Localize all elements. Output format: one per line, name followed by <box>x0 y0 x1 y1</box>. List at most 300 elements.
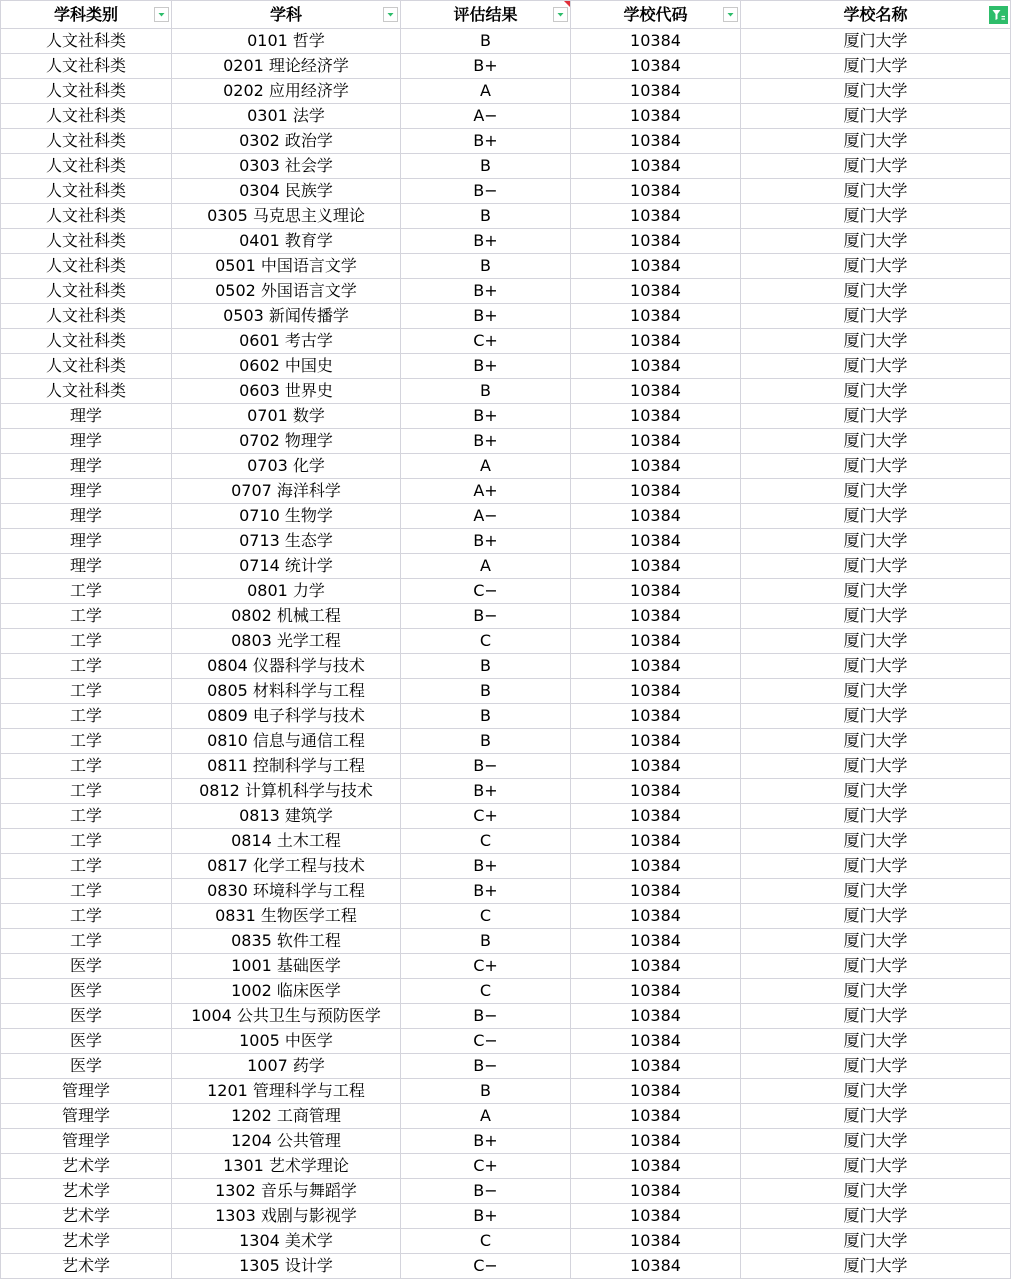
cell-category[interactable]: 人文社科类 <box>1 204 172 229</box>
cell-result[interactable]: B <box>401 29 571 54</box>
cell-school-code[interactable]: 10384 <box>571 704 741 729</box>
cell-subject[interactable]: 0601 考古学 <box>172 329 401 354</box>
cell-school-name[interactable]: 厦门大学 <box>741 204 1011 229</box>
cell-school-name[interactable]: 厦门大学 <box>741 1079 1011 1104</box>
cell-result[interactable]: B <box>401 704 571 729</box>
table-row <box>1 354 1011 379</box>
table-row <box>1 879 1011 904</box>
cell-school-code[interactable]: 10384 <box>571 179 741 204</box>
cell-subject[interactable]: 0805 材料科学与工程 <box>172 679 401 704</box>
cell-result[interactable]: B <box>401 654 571 679</box>
table-row <box>1 179 1011 204</box>
cell-subject[interactable]: 1202 工商管理 <box>172 1104 401 1129</box>
cell-category[interactable]: 工学 <box>1 829 172 854</box>
cell-school-code[interactable]: 10384 <box>571 579 741 604</box>
cell-school-name[interactable]: 厦门大学 <box>741 479 1011 504</box>
cell-category[interactable]: 人文社科类 <box>1 304 172 329</box>
cell-result[interactable]: A− <box>401 504 571 529</box>
table-row <box>1 254 1011 279</box>
cell-category[interactable]: 工学 <box>1 804 172 829</box>
cell-result[interactable]: A+ <box>401 479 571 504</box>
cell-result[interactable]: B+ <box>401 879 571 904</box>
cell-school-name[interactable]: 厦门大学 <box>741 1254 1011 1279</box>
cell-category[interactable]: 理学 <box>1 529 172 554</box>
cell-subject[interactable]: 1301 艺术学理论 <box>172 1154 401 1179</box>
cell-subject[interactable]: 0707 海洋科学 <box>172 479 401 504</box>
cell-category[interactable]: 工学 <box>1 904 172 929</box>
cell-school-name[interactable]: 厦门大学 <box>741 154 1011 179</box>
table-row <box>1 1204 1011 1229</box>
column-header-school-name[interactable] <box>741 1 1011 29</box>
cell-category[interactable]: 艺术学 <box>1 1154 172 1179</box>
table-row <box>1 29 1011 54</box>
table-row <box>1 779 1011 804</box>
cell-result[interactable]: B <box>401 1079 571 1104</box>
filter-dropdown-icon[interactable] <box>383 7 398 22</box>
cell-result[interactable]: C <box>401 1229 571 1254</box>
cell-result[interactable]: C+ <box>401 329 571 354</box>
cell-school-name[interactable]: 厦门大学 <box>741 829 1011 854</box>
cell-school-code[interactable]: 10384 <box>571 679 741 704</box>
cell-category[interactable]: 医学 <box>1 954 172 979</box>
cell-subject[interactable]: 0809 电子科学与技术 <box>172 704 401 729</box>
table-row <box>1 904 1011 929</box>
cell-school-code[interactable]: 10384 <box>571 429 741 454</box>
cell-subject[interactable]: 0831 生物医学工程 <box>172 904 401 929</box>
cell-result[interactable]: B+ <box>401 229 571 254</box>
cell-category[interactable]: 工学 <box>1 604 172 629</box>
cell-result[interactable]: B <box>401 729 571 754</box>
cell-result[interactable]: C <box>401 979 571 1004</box>
cell-school-code[interactable]: 10384 <box>571 1079 741 1104</box>
cell-school-code[interactable]: 10384 <box>571 1129 741 1154</box>
cell-school-name[interactable]: 厦门大学 <box>741 754 1011 779</box>
cell-category[interactable]: 人文社科类 <box>1 129 172 154</box>
cell-subject[interactable]: 1005 中医学 <box>172 1029 401 1054</box>
cell-school-name[interactable]: 厦门大学 <box>741 679 1011 704</box>
cell-school-code[interactable]: 10384 <box>571 554 741 579</box>
cell-school-code[interactable]: 10384 <box>571 104 741 129</box>
column-header-result[interactable] <box>401 1 571 29</box>
cell-subject[interactable]: 0201 理论经济学 <box>172 54 401 79</box>
cell-category[interactable]: 人文社科类 <box>1 154 172 179</box>
cell-result[interactable]: A− <box>401 104 571 129</box>
comment-marker-icon[interactable] <box>564 1 570 7</box>
cell-school-name[interactable]: 厦门大学 <box>741 604 1011 629</box>
cell-subject[interactable]: 0602 中国史 <box>172 354 401 379</box>
cell-school-name[interactable]: 厦门大学 <box>741 329 1011 354</box>
cell-school-code[interactable]: 10384 <box>571 254 741 279</box>
cell-result[interactable]: B+ <box>401 279 571 304</box>
column-header-label: 评估结果 <box>453 5 518 24</box>
cell-category[interactable]: 工学 <box>1 679 172 704</box>
table-row <box>1 829 1011 854</box>
cell-school-name[interactable]: 厦门大学 <box>741 804 1011 829</box>
cell-subject[interactable]: 0703 化学 <box>172 454 401 479</box>
filter-dropdown-icon[interactable] <box>723 7 738 22</box>
cell-subject[interactable]: 1007 药学 <box>172 1054 401 1079</box>
cell-subject[interactable]: 1004 公共卫生与预防医学 <box>172 1004 401 1029</box>
cell-school-name[interactable]: 厦门大学 <box>741 654 1011 679</box>
cell-school-name[interactable]: 厦门大学 <box>741 279 1011 304</box>
cell-school-name[interactable]: 厦门大学 <box>741 904 1011 929</box>
cell-result[interactable]: C+ <box>401 804 571 829</box>
table-row <box>1 529 1011 554</box>
cell-category[interactable]: 理学 <box>1 554 172 579</box>
cell-school-code[interactable]: 10384 <box>571 1179 741 1204</box>
cell-school-code[interactable]: 10384 <box>571 529 741 554</box>
cell-school-code[interactable]: 10384 <box>571 229 741 254</box>
cell-subject[interactable]: 0803 光学工程 <box>172 629 401 654</box>
cell-category[interactable]: 人文社科类 <box>1 79 172 104</box>
cell-category[interactable]: 人文社科类 <box>1 229 172 254</box>
cell-school-name[interactable]: 厦门大学 <box>741 1004 1011 1029</box>
table-row <box>1 1254 1011 1279</box>
cell-result[interactable]: B+ <box>401 529 571 554</box>
cell-subject[interactable]: 0502 外国语言文学 <box>172 279 401 304</box>
cell-school-name[interactable]: 厦门大学 <box>741 1179 1011 1204</box>
cell-school-name[interactable]: 厦门大学 <box>741 1154 1011 1179</box>
cell-category[interactable]: 工学 <box>1 854 172 879</box>
cell-school-code[interactable]: 10384 <box>571 1204 741 1229</box>
cell-school-code[interactable]: 10384 <box>571 329 741 354</box>
cell-category[interactable]: 人文社科类 <box>1 54 172 79</box>
cell-school-name[interactable]: 厦门大学 <box>741 379 1011 404</box>
column-header-label: 学校名称 <box>843 5 908 24</box>
cell-school-code[interactable]: 10384 <box>571 1104 741 1129</box>
cell-result[interactable]: C+ <box>401 1154 571 1179</box>
cell-subject[interactable]: 0202 应用经济学 <box>172 79 401 104</box>
table-row <box>1 79 1011 104</box>
cell-category[interactable]: 医学 <box>1 1054 172 1079</box>
cell-category[interactable]: 工学 <box>1 579 172 604</box>
cell-result[interactable]: B <box>401 254 571 279</box>
table-row <box>1 604 1011 629</box>
cell-category[interactable]: 艺术学 <box>1 1229 172 1254</box>
cell-category[interactable]: 工学 <box>1 654 172 679</box>
cell-school-code[interactable]: 10384 <box>571 804 741 829</box>
cell-result[interactable]: B− <box>401 1004 571 1029</box>
cell-result[interactable]: A <box>401 554 571 579</box>
cell-subject[interactable]: 0302 政治学 <box>172 129 401 154</box>
cell-result[interactable]: B <box>401 154 571 179</box>
cell-school-name[interactable]: 厦门大学 <box>741 54 1011 79</box>
cell-school-code[interactable]: 10384 <box>571 979 741 1004</box>
cell-result[interactable]: A <box>401 1104 571 1129</box>
cell-school-name[interactable]: 厦门大学 <box>741 554 1011 579</box>
cell-school-name[interactable]: 厦门大学 <box>741 979 1011 1004</box>
cell-category[interactable]: 艺术学 <box>1 1179 172 1204</box>
cell-school-code[interactable]: 10384 <box>571 829 741 854</box>
cell-school-code[interactable]: 10384 <box>571 54 741 79</box>
table-row <box>1 454 1011 479</box>
cell-category[interactable]: 人文社科类 <box>1 354 172 379</box>
cell-school-name[interactable]: 厦门大学 <box>741 1229 1011 1254</box>
cell-subject[interactable]: 0714 统计学 <box>172 554 401 579</box>
cell-category[interactable]: 理学 <box>1 454 172 479</box>
cell-school-name[interactable]: 厦门大学 <box>741 104 1011 129</box>
cell-school-code[interactable]: 10384 <box>571 929 741 954</box>
cell-result[interactable]: B <box>401 679 571 704</box>
cell-subject[interactable]: 0812 计算机科学与技术 <box>172 779 401 804</box>
cell-school-code[interactable]: 10384 <box>571 204 741 229</box>
cell-school-code[interactable]: 10384 <box>571 654 741 679</box>
cell-subject[interactable]: 0802 机械工程 <box>172 604 401 629</box>
cell-result[interactable]: B <box>401 204 571 229</box>
cell-school-code[interactable]: 10384 <box>571 479 741 504</box>
cell-result[interactable]: B+ <box>401 129 571 154</box>
filter-dropdown-icon[interactable] <box>553 7 568 22</box>
cell-category[interactable]: 理学 <box>1 504 172 529</box>
cell-category[interactable]: 理学 <box>1 479 172 504</box>
cell-result[interactable]: C− <box>401 579 571 604</box>
cell-school-code[interactable]: 10384 <box>571 29 741 54</box>
cell-school-name[interactable]: 厦门大学 <box>741 304 1011 329</box>
cell-subject[interactable]: 0603 世界史 <box>172 379 401 404</box>
table-row <box>1 704 1011 729</box>
cell-category[interactable]: 管理学 <box>1 1129 172 1154</box>
cell-subject[interactable]: 0304 民族学 <box>172 179 401 204</box>
cell-school-code[interactable]: 10384 <box>571 754 741 779</box>
cell-category[interactable]: 人文社科类 <box>1 279 172 304</box>
cell-school-name[interactable]: 厦门大学 <box>741 404 1011 429</box>
table-row <box>1 979 1011 1004</box>
cell-category[interactable]: 人文社科类 <box>1 329 172 354</box>
cell-category[interactable]: 工学 <box>1 754 172 779</box>
cell-category[interactable]: 理学 <box>1 429 172 454</box>
cell-category[interactable]: 人文社科类 <box>1 104 172 129</box>
cell-school-code[interactable]: 10384 <box>571 379 741 404</box>
cell-school-name[interactable]: 厦门大学 <box>741 79 1011 104</box>
cell-school-name[interactable]: 厦门大学 <box>741 854 1011 879</box>
table-row <box>1 1129 1011 1154</box>
cell-school-code[interactable]: 10384 <box>571 954 741 979</box>
cell-subject[interactable]: 1002 临床医学 <box>172 979 401 1004</box>
cell-school-code[interactable]: 10384 <box>571 1254 741 1279</box>
cell-result[interactable]: A <box>401 79 571 104</box>
cell-result[interactable]: B+ <box>401 354 571 379</box>
cell-subject[interactable]: 0814 土木工程 <box>172 829 401 854</box>
cell-subject[interactable]: 0835 软件工程 <box>172 929 401 954</box>
column-header-label: 学科 <box>269 5 302 24</box>
cell-school-code[interactable]: 10384 <box>571 454 741 479</box>
cell-category[interactable]: 工学 <box>1 729 172 754</box>
cell-school-name[interactable]: 厦门大学 <box>741 454 1011 479</box>
cell-subject[interactable]: 0401 教育学 <box>172 229 401 254</box>
filter-active-icon[interactable] <box>989 6 1008 24</box>
cell-school-code[interactable]: 10384 <box>571 504 741 529</box>
cell-school-name[interactable]: 厦门大学 <box>741 1104 1011 1129</box>
cell-school-name[interactable]: 厦门大学 <box>741 704 1011 729</box>
cell-subject[interactable]: 0702 物理学 <box>172 429 401 454</box>
cell-subject[interactable]: 1304 美术学 <box>172 1229 401 1254</box>
cell-school-code[interactable]: 10384 <box>571 354 741 379</box>
table-row <box>1 729 1011 754</box>
cell-school-name[interactable]: 厦门大学 <box>741 879 1011 904</box>
cell-school-name[interactable]: 厦门大学 <box>741 954 1011 979</box>
cell-school-name[interactable]: 厦门大学 <box>741 504 1011 529</box>
cell-result[interactable]: B+ <box>401 404 571 429</box>
cell-subject[interactable]: 1303 戏剧与影视学 <box>172 1204 401 1229</box>
cell-result[interactable]: B− <box>401 1054 571 1079</box>
cell-category[interactable]: 工学 <box>1 704 172 729</box>
cell-school-name[interactable]: 厦门大学 <box>741 429 1011 454</box>
cell-school-code[interactable]: 10384 <box>571 404 741 429</box>
filter-dropdown-icon[interactable] <box>154 7 169 22</box>
cell-school-code[interactable]: 10384 <box>571 1029 741 1054</box>
cell-subject[interactable]: 0101 哲学 <box>172 29 401 54</box>
cell-result[interactable]: B+ <box>401 429 571 454</box>
cell-result[interactable]: B− <box>401 179 571 204</box>
cell-school-code[interactable]: 10384 <box>571 1229 741 1254</box>
cell-school-name[interactable]: 厦门大学 <box>741 129 1011 154</box>
cell-result[interactable]: B− <box>401 754 571 779</box>
cell-school-name[interactable]: 厦门大学 <box>741 1054 1011 1079</box>
cell-subject[interactable]: 0713 生态学 <box>172 529 401 554</box>
cell-subject[interactable]: 1001 基础医学 <box>172 954 401 979</box>
cell-category[interactable]: 工学 <box>1 629 172 654</box>
header-row <box>1 1 1011 29</box>
column-header-school-code[interactable] <box>571 1 741 29</box>
cell-school-name[interactable]: 厦门大学 <box>741 579 1011 604</box>
cell-subject[interactable]: 0303 社会学 <box>172 154 401 179</box>
table-row <box>1 629 1011 654</box>
cell-school-name[interactable]: 厦门大学 <box>741 529 1011 554</box>
cell-subject[interactable]: 0811 控制科学与工程 <box>172 754 401 779</box>
table-row <box>1 579 1011 604</box>
cell-result[interactable]: C− <box>401 1029 571 1054</box>
cell-subject[interactable]: 1305 设计学 <box>172 1254 401 1279</box>
cell-subject[interactable]: 1201 管理科学与工程 <box>172 1079 401 1104</box>
table-row <box>1 54 1011 79</box>
cell-subject[interactable]: 0801 力学 <box>172 579 401 604</box>
cell-school-code[interactable]: 10384 <box>571 729 741 754</box>
table-row <box>1 1179 1011 1204</box>
cell-category[interactable]: 工学 <box>1 779 172 804</box>
table-row <box>1 1154 1011 1179</box>
cell-category[interactable]: 人文社科类 <box>1 254 172 279</box>
table-row <box>1 1079 1011 1104</box>
cell-school-code[interactable]: 10384 <box>571 79 741 104</box>
cell-category[interactable]: 医学 <box>1 1029 172 1054</box>
cell-category[interactable]: 艺术学 <box>1 1204 172 1229</box>
cell-result[interactable]: B− <box>401 604 571 629</box>
cell-result[interactable]: B+ <box>401 1204 571 1229</box>
cell-school-code[interactable]: 10384 <box>571 129 741 154</box>
cell-subject[interactable]: 0810 信息与通信工程 <box>172 729 401 754</box>
cell-category[interactable]: 工学 <box>1 879 172 904</box>
cell-subject[interactable]: 0817 化学工程与技术 <box>172 854 401 879</box>
cell-school-name[interactable]: 厦门大学 <box>741 354 1011 379</box>
cell-subject[interactable]: 0701 数学 <box>172 404 401 429</box>
cell-category[interactable]: 人文社科类 <box>1 379 172 404</box>
cell-school-name[interactable]: 厦门大学 <box>741 729 1011 754</box>
table-row <box>1 229 1011 254</box>
cell-result[interactable]: C <box>401 629 571 654</box>
cell-result[interactable]: C <box>401 904 571 929</box>
cell-result[interactable]: B+ <box>401 304 571 329</box>
cell-subject[interactable]: 1302 音乐与舞蹈学 <box>172 1179 401 1204</box>
cell-school-code[interactable]: 10384 <box>571 629 741 654</box>
table-row <box>1 329 1011 354</box>
cell-school-code[interactable]: 10384 <box>571 879 741 904</box>
cell-category[interactable]: 医学 <box>1 979 172 1004</box>
table-row <box>1 654 1011 679</box>
cell-subject[interactable]: 0305 马克思主义理论 <box>172 204 401 229</box>
cell-school-name[interactable]: 厦门大学 <box>741 229 1011 254</box>
cell-school-name[interactable]: 厦门大学 <box>741 254 1011 279</box>
table-row <box>1 854 1011 879</box>
cell-category[interactable]: 人文社科类 <box>1 29 172 54</box>
cell-school-name[interactable]: 厦门大学 <box>741 629 1011 654</box>
cell-school-code[interactable]: 10384 <box>571 779 741 804</box>
table-row <box>1 129 1011 154</box>
table-row <box>1 754 1011 779</box>
table-row <box>1 304 1011 329</box>
cell-result[interactable]: C− <box>401 1254 571 1279</box>
cell-result[interactable]: B <box>401 379 571 404</box>
cell-result[interactable]: B+ <box>401 1129 571 1154</box>
cell-school-code[interactable]: 10384 <box>571 904 741 929</box>
cell-result[interactable]: B− <box>401 1179 571 1204</box>
cell-result[interactable]: B+ <box>401 779 571 804</box>
cell-category[interactable]: 人文社科类 <box>1 179 172 204</box>
table-row <box>1 1029 1011 1054</box>
cell-school-code[interactable]: 10384 <box>571 279 741 304</box>
cell-result[interactable]: B+ <box>401 54 571 79</box>
cell-result[interactable]: C+ <box>401 954 571 979</box>
cell-subject[interactable]: 0804 仪器科学与技术 <box>172 654 401 679</box>
table-row <box>1 554 1011 579</box>
cell-school-code[interactable]: 10384 <box>571 1004 741 1029</box>
cell-subject[interactable]: 0501 中国语言文学 <box>172 254 401 279</box>
cell-category[interactable]: 工学 <box>1 929 172 954</box>
table-row <box>1 1229 1011 1254</box>
cell-category[interactable]: 理学 <box>1 404 172 429</box>
cell-subject[interactable]: 0301 法学 <box>172 104 401 129</box>
cell-school-code[interactable]: 10384 <box>571 604 741 629</box>
cell-school-code[interactable]: 10384 <box>571 1054 741 1079</box>
cell-result[interactable]: B+ <box>401 854 571 879</box>
cell-subject[interactable]: 0503 新闻传播学 <box>172 304 401 329</box>
cell-school-code[interactable]: 10384 <box>571 854 741 879</box>
cell-category[interactable]: 医学 <box>1 1004 172 1029</box>
cell-school-name[interactable]: 厦门大学 <box>741 179 1011 204</box>
cell-subject[interactable]: 0830 环境科学与工程 <box>172 879 401 904</box>
cell-school-code[interactable]: 10384 <box>571 154 741 179</box>
column-header-label: 学科类别 <box>53 5 118 24</box>
cell-school-code[interactable]: 10384 <box>571 304 741 329</box>
cell-subject[interactable]: 0813 建筑学 <box>172 804 401 829</box>
cell-result[interactable]: B <box>401 929 571 954</box>
column-header-category[interactable] <box>1 1 172 29</box>
cell-result[interactable]: C <box>401 829 571 854</box>
cell-category[interactable]: 管理学 <box>1 1104 172 1129</box>
cell-subject[interactable]: 1204 公共管理 <box>172 1129 401 1154</box>
cell-school-name[interactable]: 厦门大学 <box>741 929 1011 954</box>
column-header-subject[interactable] <box>172 1 401 29</box>
cell-school-name[interactable]: 厦门大学 <box>741 779 1011 804</box>
cell-school-name[interactable]: 厦门大学 <box>741 29 1011 54</box>
cell-subject[interactable]: 0710 生物学 <box>172 504 401 529</box>
cell-school-name[interactable]: 厦门大学 <box>741 1029 1011 1054</box>
cell-school-name[interactable]: 厦门大学 <box>741 1129 1011 1154</box>
cell-result[interactable]: A <box>401 454 571 479</box>
cell-school-name[interactable]: 厦门大学 <box>741 1204 1011 1229</box>
cell-category[interactable]: 艺术学 <box>1 1254 172 1279</box>
cell-school-code[interactable]: 10384 <box>571 1154 741 1179</box>
cell-category[interactable]: 管理学 <box>1 1079 172 1104</box>
